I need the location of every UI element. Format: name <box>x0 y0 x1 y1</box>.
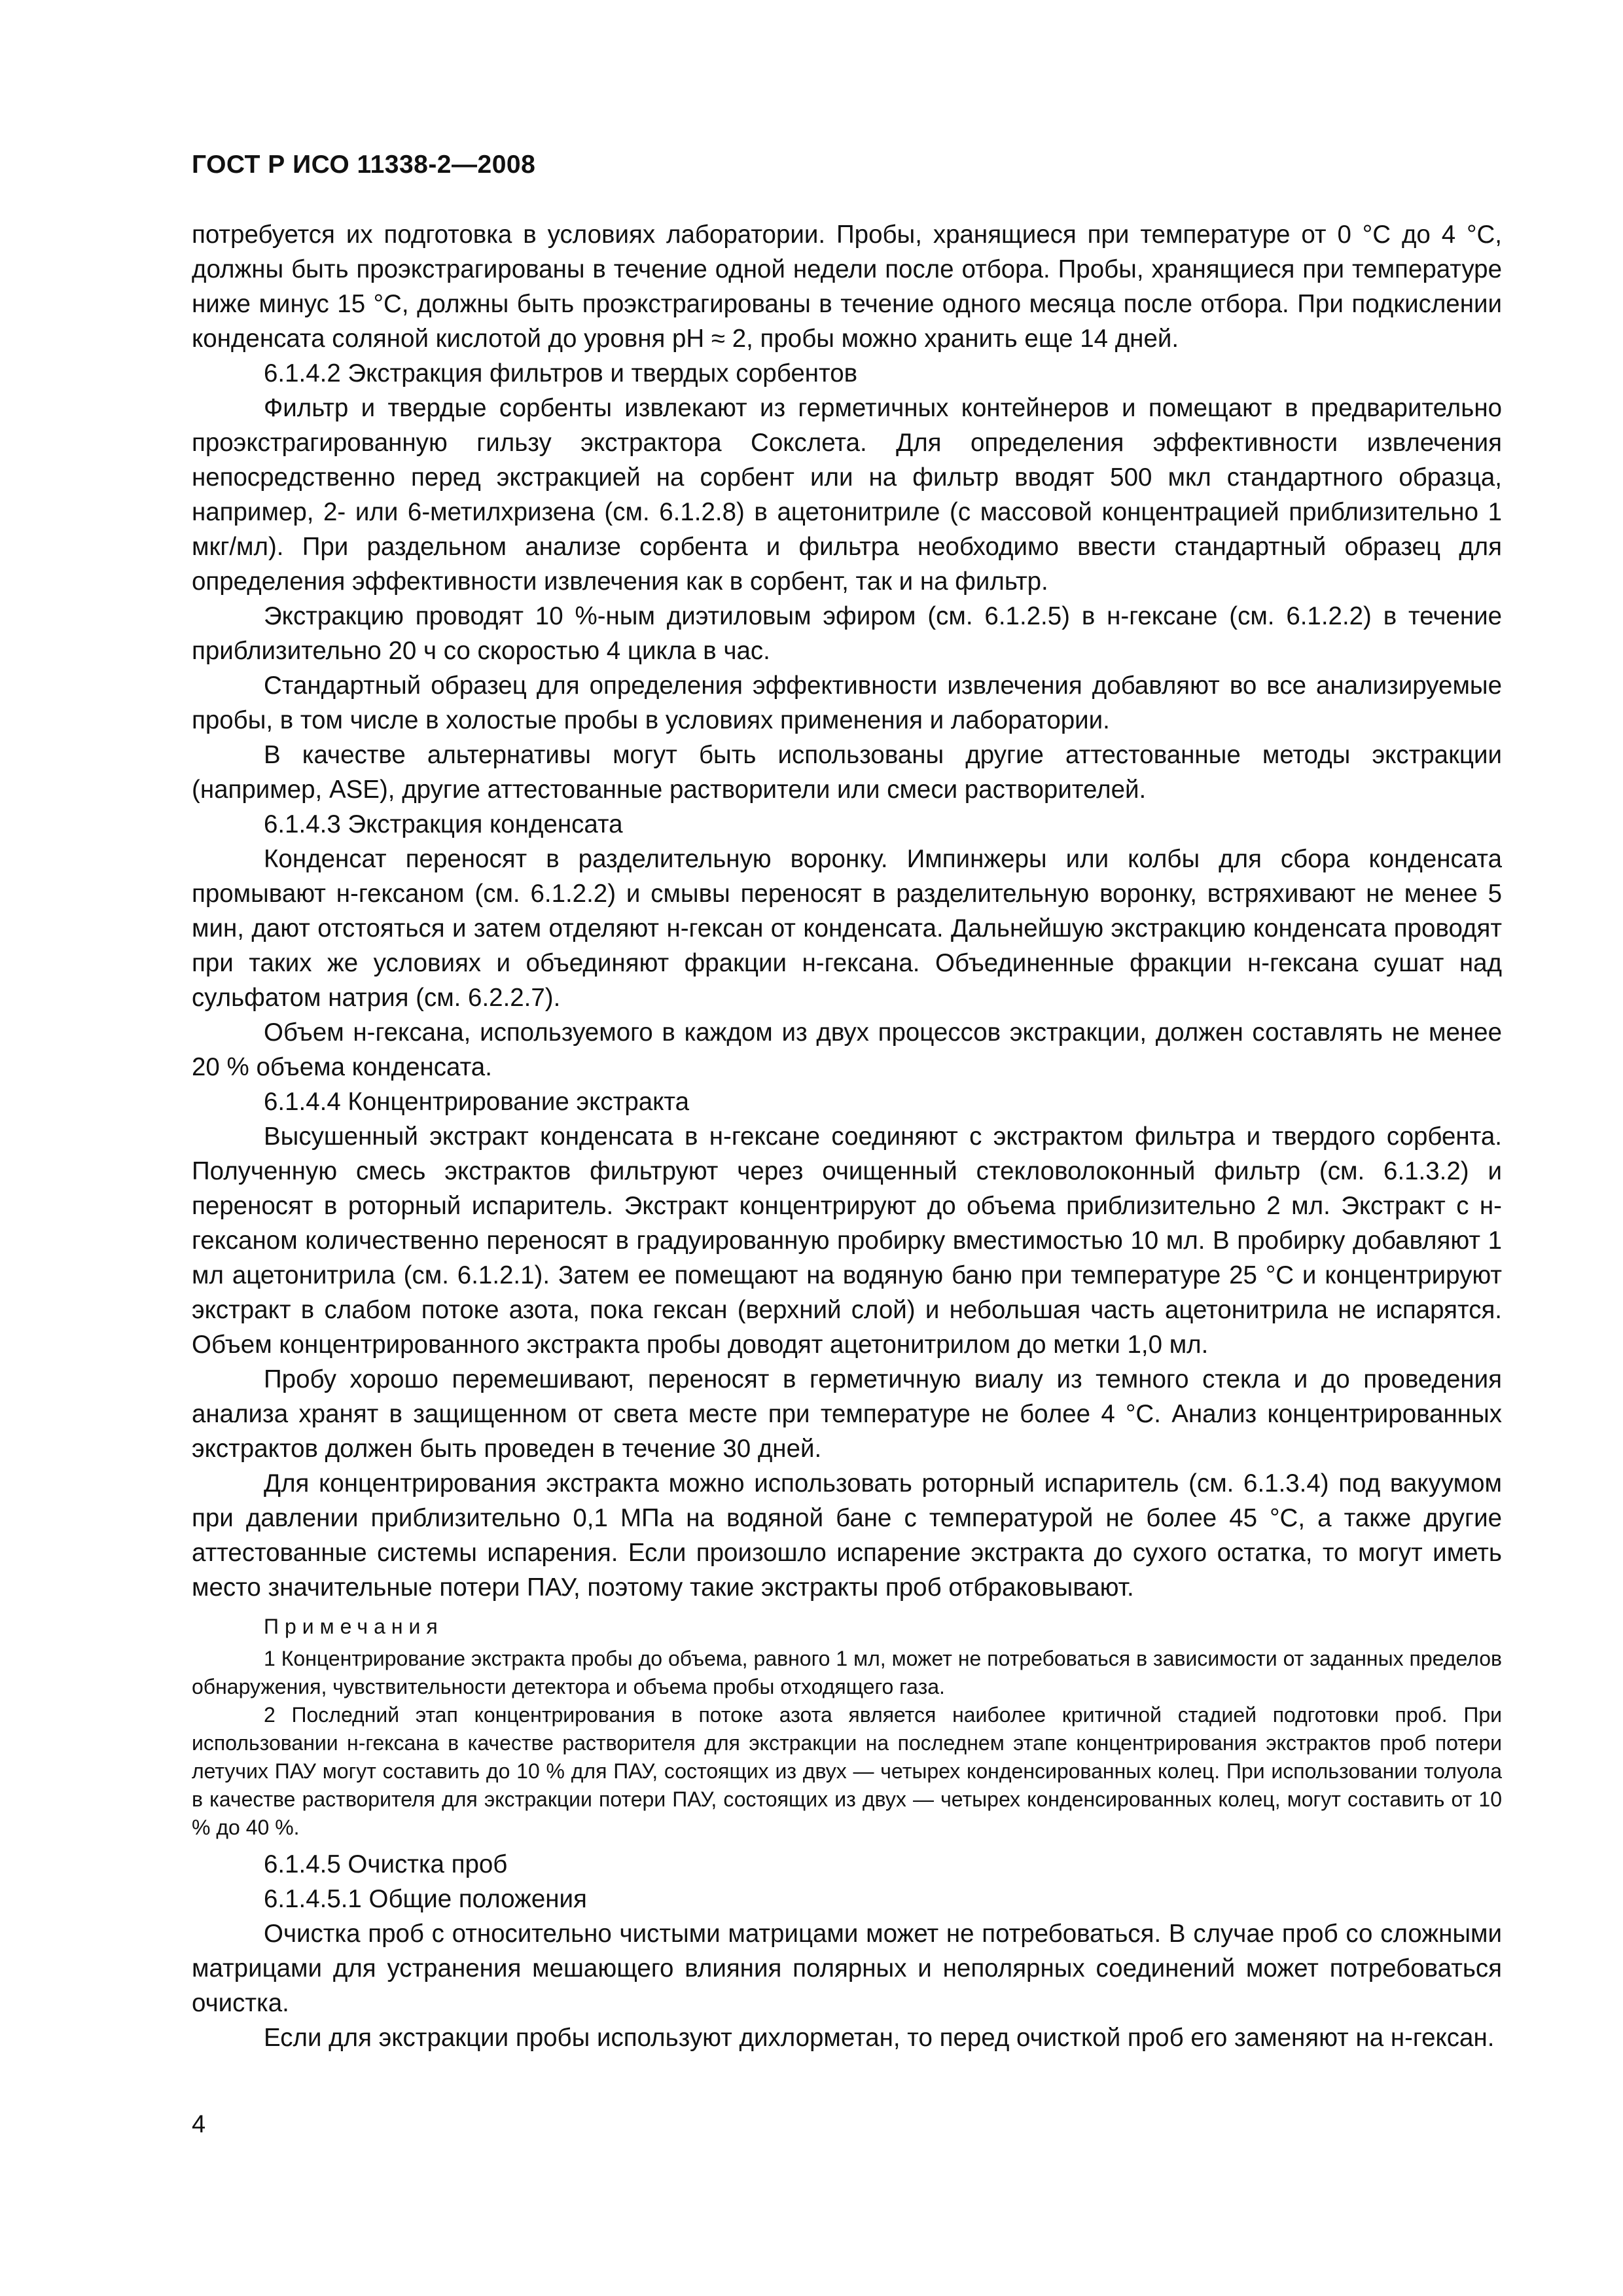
note-item: 2 Последний этап концентрирования в потоке азота является наиболее критичной стадией подготовки проб. При использовании н-гексана в качестве растворителя для экстракции на последнем этапе концентрирования экстрактов проб потери летучих ПАУ могут составить до 10 % для ПАУ, состоящих из двух — четырех конденсированных колец. При использовании толуола в качестве растворителя для экстракции потери ПАУ, состоящих из двух — четырех конденсированных колец, могут составить от 10 % до 40 %. <box>192 1703 1502 1839</box>
section-heading: 6.1.4.4 Концентрирование экстракта <box>264 1088 690 1116</box>
notes-block <box>192 1613 1502 1842</box>
note-item: 1 Концентрирование экстракта пробы до объема, равного 1 мл, может не потребоваться в зависимости от заданных пределов обнаружения, чувствительности детектора и объема пробы отходящего газа. <box>192 1647 1502 1698</box>
paragraph: Очистка проб с относительно чистыми матрицами может не потребоваться. В случае проб со сложными матрицами для устранения мешающего влияния полярных и неполярных соединений может потребоваться очистка. <box>192 1920 1502 2017</box>
paragraph: В качестве альтернативы могут быть использованы другие аттестованные методы экстракции (например, ASE), другие аттестованные растворители или смеси растворителей. <box>192 741 1502 804</box>
paragraph: Стандартный образец для определения эффективности извлечения добавляют во все анализируемые пробы, в том числе в холостые пробы в условиях применения и лаборатории. <box>192 672 1502 734</box>
page-number: 4 <box>192 2111 206 2138</box>
document-page <box>192 151 1502 2055</box>
section-heading: 6.1.4.5.1 Общие положения <box>264 1885 587 1913</box>
paragraph: Экстракцию проводят 10 %-ным диэтиловым эфиром (см. 6.1.2.5) в н-гексане (см. 6.1.2.2) в течение приблизительно 20 ч со скоростью 4 цикла в час. <box>192 602 1502 665</box>
section-heading: 6.1.4.2 Экстракция фильтров и твердых сорбентов <box>264 359 858 387</box>
paragraph: потребуется их подготовка в условиях лаборатории. Пробы, хранящиеся при температуре от 0 °С до 4 °С, должны быть проэкстрагированы в течение одной недели после отбора. Пробы, хранящиеся при температуре ниже минус 15 °С, должны быть проэкстрагированы в течение одного месяца после отбора. При подкислении конденсата соляной кислотой до уровня рН ≈ 2, пробы можно хранить еще 14 дней. <box>192 221 1502 353</box>
paragraph: Высушенный экстракт конденсата в н-гексане соединяют с экстрактом фильтра и твердого сорбента. Полученную смесь экстрактов фильтруют через очищенный стекловолоконный фильтр (см. 6.1.3.2) и переносят в роторный испаритель. Экстракт концентрируют до объема приблизительно 2 мл. Экстракт с н-гексаном количественно переносят в градуированную пробирку вместимостью 10 мл. В пробирку добавляют 1 мл ацетонитрила (см. 6.1.2.1). Затем ее помещают на водяную баню при температуре 25 °С и концентрируют экстракт в слабом потоке азота, пока гексан (верхний слой) и небольшая часть ацетонитрила не испарятся. Объем концентрированного экстракта пробы доводят ацетонитрилом до метки 1,0 мл. <box>192 1122 1502 1359</box>
paragraph: Для концентрирования экстракта можно использовать роторный испаритель (см. 6.1.3.4) под вакуумом при давлении приблизительно 0,1 МПа на водяной бане с температурой не более 45 °С, а также другие аттестованные системы испарения. Если произошло испарение экстракта до сухого остатка, то могут иметь место значительные потери ПАУ, поэтому такие экстракты проб отбраковывают. <box>192 1469 1502 1602</box>
paragraph: Пробу хорошо перемешивают, переносят в герметичную виалу из темного стекла и до проведения анализа хранят в защищенном от света месте при температуре не более 4 °С. Анализ концентрированных экстрактов должен быть проведен в течение 30 дней. <box>192 1365 1502 1463</box>
paragraph: Конденсат переносят в разделительную воронку. Импинжеры или колбы для сбора конденсата промывают н-гексаном (см. 6.1.2.2) и смывы переносят в разделительную воронку, встряхивают не менее 5 мин, дают отстояться и затем отделяют н-гексан от конденсата. Дальнейшую экстракцию конденсата проводят при таких же условиях и объединяют фракции н-гексана. Объединенные фракции н-гексана сушат над сульфатом натрия (см. 6.2.2.7). <box>192 845 1502 1012</box>
body-text-bottom <box>192 1847 1502 2055</box>
paragraph: Фильтр и твердые сорбенты извлекают из герметичных контейнеров и помещают в предварительно проэкстрагированную гильзу экстрактора Сокслета. Для определения эффективности извлечения непосредственно перед экстракцией на сорбент или на фильтр вводят 500 мкл стандартного образца, например, 2- или 6-метилхризена (см. 6.1.2.8) в ацетонитриле (с массовой концентрацией приблизительно 1 мкг/мл). При раздельном анализе сорбента и фильтра необходимо ввести стандартный образец для определения эффективности извлечения как в сорбент, так и на фильтр. <box>192 394 1502 596</box>
section-heading: 6.1.4.5 Очистка проб <box>264 1850 508 1878</box>
document-header: ГОСТ Р ИСО 11338-2—2008 <box>192 151 536 179</box>
body-text-top <box>192 217 1502 1605</box>
notes-heading: Примечания <box>264 1615 444 1638</box>
paragraph: Объем н-гексана, используемого в каждом из двух процессов экстракции, должен составлять не менее 20 % объема конденсата. <box>192 1018 1502 1081</box>
paragraph: Если для экстракции пробы используют дихлорметан, то перед очисткой проб его заменяют на н-гексан. <box>264 2024 1495 2052</box>
section-heading: 6.1.4.3 Экстракция конденсата <box>264 810 623 838</box>
